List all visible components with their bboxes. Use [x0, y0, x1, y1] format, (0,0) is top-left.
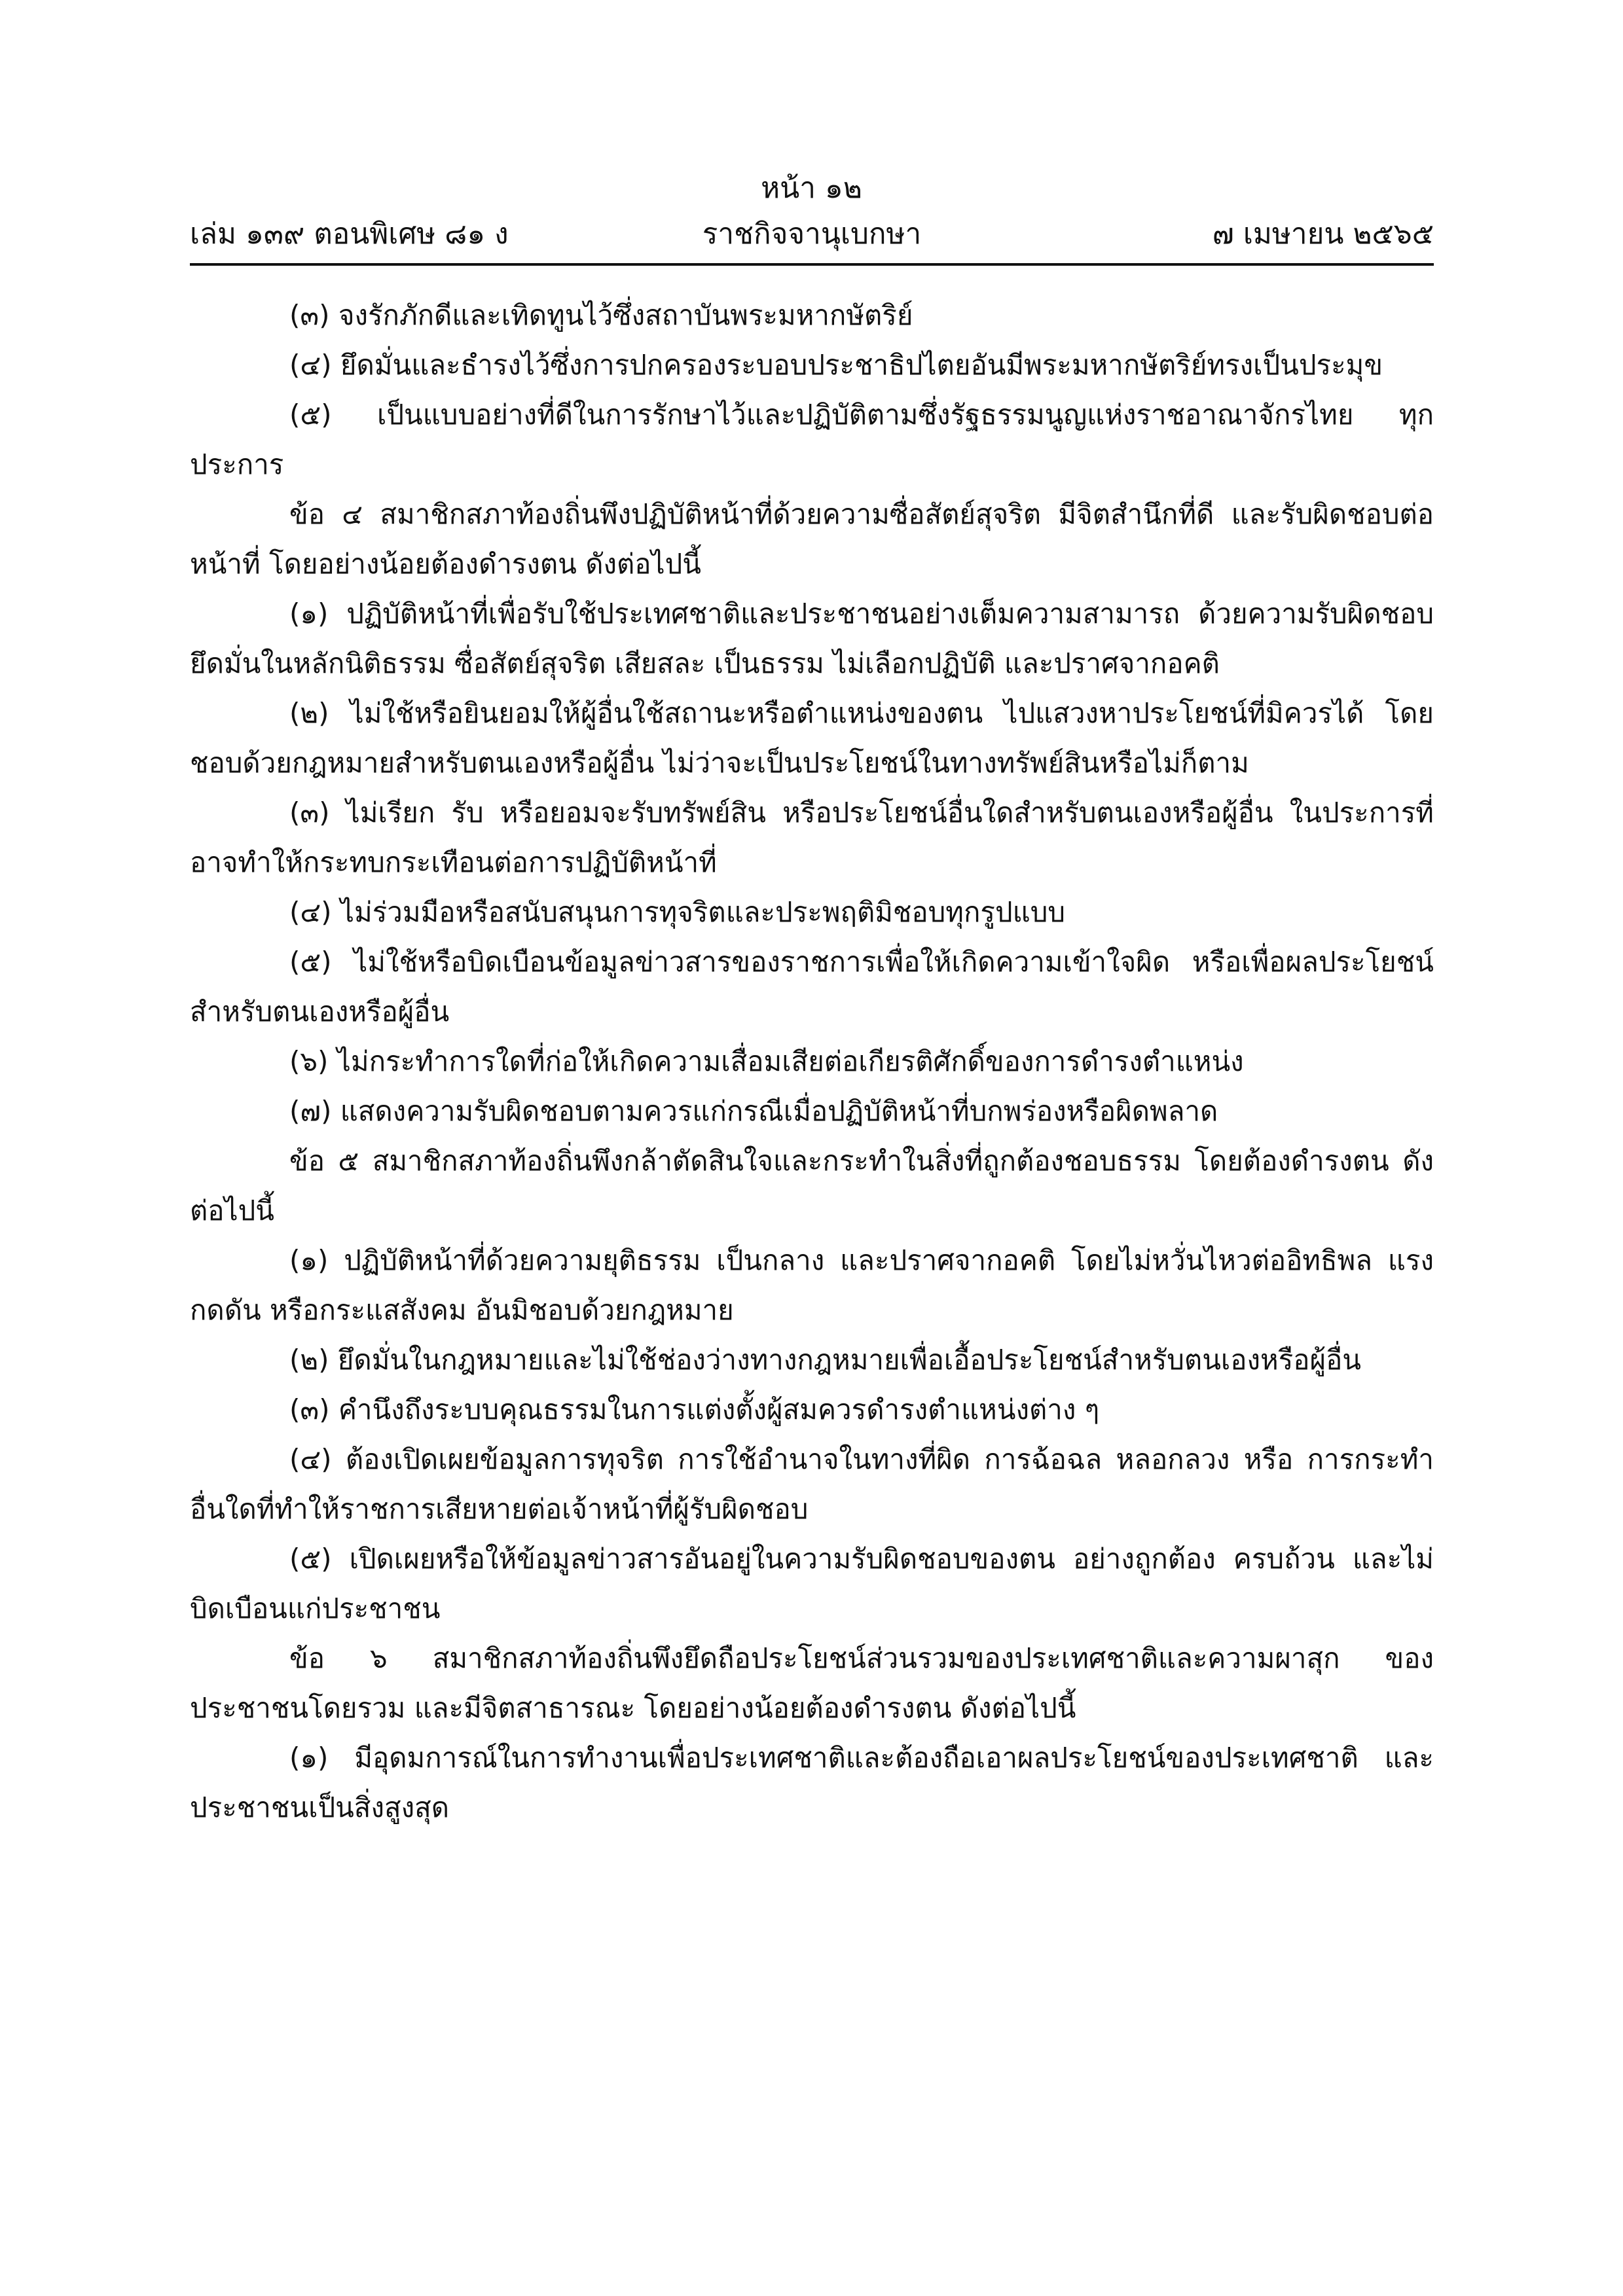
paragraph: (๕) เปิดเผยหรือให้ข้อมูลข่าวสารอันอยู่ในความรับผิดชอบของตน อย่างถูกต้อง ครบถ้วน และไม่บิดเบือนแก่ประชาชน	[190, 1543, 1434, 1624]
paragraph: (๒) ยึดมั่นในกฎหมายและไม่ใช้ช่องว่างทางกฎหมายเพื่อเอื้อประโยชน์สำหรับตนเองหรือผู้อื่น	[289, 1344, 1362, 1376]
document-body	[190, 291, 1434, 1833]
header-divider	[190, 263, 1434, 266]
paragraph: (๕) ไม่ใช้หรือบิดเบือนข้อมูลข่าวสารของราชการเพื่อให้เกิดความเข้าใจผิด หรือเพื่อผลประโยชน์ สำหรับตนเองหรือผู้อื่น	[190, 946, 1434, 1028]
clause-heading: ข้อ ๕ สมาชิกสภาท้องถิ่นพึงกล้าตัดสินใจและกระทำในสิ่งที่ถูกต้องชอบธรรม โดยต้องดำรงตน ดังต่อไปนี้	[190, 1145, 1434, 1227]
gazette-title: ราชกิจจานุเบกษา	[702, 217, 922, 251]
volume-issue: เล่ม ๑๓๙ ตอนพิเศษ ๘๑ ง	[190, 217, 509, 251]
publication-date: ๗ เมษายน ๒๕๖๕	[1212, 217, 1434, 251]
clause-heading: ข้อ ๖ สมาชิกสภาท้องถิ่นพึงยึดถือประโยชน์ส่วนรวมของประเทศชาติและความผาสุก ของประชาชนโดยรวม และมีจิตสาธารณะ โดยอย่างน้อยต้องดำรงตน ดังต่อไปนี้	[190, 1642, 1434, 1724]
paragraph: (๔) ไม่ร่วมมือหรือสนับสนุนการทุจริตและประพฤติมิชอบทุกรูปแบบ	[289, 896, 1066, 928]
paragraph: (๓) จงรักภักดีและเทิดทูนไว้ซึ่งสถาบันพระมหากษัตริย์	[289, 299, 913, 331]
paragraph: (๒) ไม่ใช้หรือยินยอมให้ผู้อื่นใช้สถานะหรือตำแหน่งของตน ไปแสวงหาประโยชน์ที่มิควรได้ โดยชอบด้วยกฎหมายสำหรับตนเองหรือผู้อื่น ไม่ว่าจะเป็นประโยชน์ในทางทรัพย์สินหรือไม่ก็ตาม	[190, 697, 1434, 779]
paragraph: (๓) คำนึงถึงระบบคุณธรรมในการแต่งตั้งผู้สมควรดำรงตำแหน่งต่าง ๆ	[289, 1393, 1100, 1426]
paragraph: (๔) ยึดมั่นและธำรงไว้ซึ่งการปกครองระบอบประชาธิปไตยอันมีพระมหากษัตริย์ทรงเป็นประมุข	[289, 349, 1383, 381]
running-header	[190, 215, 1434, 254]
paragraph: (๔) ต้องเปิดเผยข้อมูลการทุจริต การใช้อำนาจในทางที่ผิด การฉ้อฉล หลอกลวง หรือ การกระทำอื่นใดที่ทำให้ราชการเสียหายต่อเจ้าหน้าที่ผู้รับผิดชอบ	[190, 1443, 1434, 1525]
clause-heading: ข้อ ๔ สมาชิกสภาท้องถิ่นพึงปฏิบัติหน้าที่ด้วยความซื่อสัตย์สุจริต มีจิตสำนึกที่ดี และรับผิดชอบต่อหน้าที่ โดยอย่างน้อยต้องดำรงตน ดังต่อไปนี้	[190, 498, 1434, 580]
paragraph: (๑) ปฏิบัติหน้าที่เพื่อรับใช้ประเทศชาติและประชาชนอย่างเต็มความสามารถ ด้วยความรับผิดชอบ ยึดมั่นในหลักนิติธรรม ซื่อสัตย์สุจริต เสียสละ เป็นธรรม ไม่เลือกปฏิบัติ และปราศจากอคติ	[190, 598, 1434, 679]
page-number: หน้า ๑๒	[761, 171, 862, 205]
paragraph: (๑) ปฏิบัติหน้าที่ด้วยความยุติธรรม เป็นกลาง และปราศจากอคติ โดยไม่หวั่นไหวต่ออิทธิพล แรงกดดัน หรือกระแสสังคม อันมิชอบด้วยกฎหมาย	[190, 1244, 1434, 1326]
paragraph: (๑) มีอุดมการณ์ในการทำงานเพื่อประเทศชาติและต้องถือเอาผลประโยชน์ของประเทศชาติ และประชาชนเป็นสิ่งสูงสุด	[190, 1742, 1434, 1823]
paragraph: (๓) ไม่เรียก รับ หรือยอมจะรับทรัพย์สิน หรือประโยชน์อื่นใดสำหรับตนเองหรือผู้อื่น ในประการที่อาจทำให้กระทบกระเทือนต่อการปฏิบัติหน้าที่	[190, 797, 1434, 878]
paragraph: (๗) แสดงความรับผิดชอบตามควรแก่กรณีเมื่อปฏิบัติหน้าที่บกพร่องหรือผิดพลาด	[289, 1095, 1218, 1127]
paragraph: (๖) ไม่กระทำการใดที่ก่อให้เกิดความเสื่อมเสียต่อเกียรติศักดิ์ของการดำรงตำแหน่ง	[289, 1045, 1244, 1077]
paragraph: (๕) เป็นแบบอย่างที่ดีในการรักษาไว้และปฏิบัติตามซึ่งรัฐธรรมนูญแห่งราชอาณาจักรไทย ทุกประการ	[190, 399, 1434, 480]
